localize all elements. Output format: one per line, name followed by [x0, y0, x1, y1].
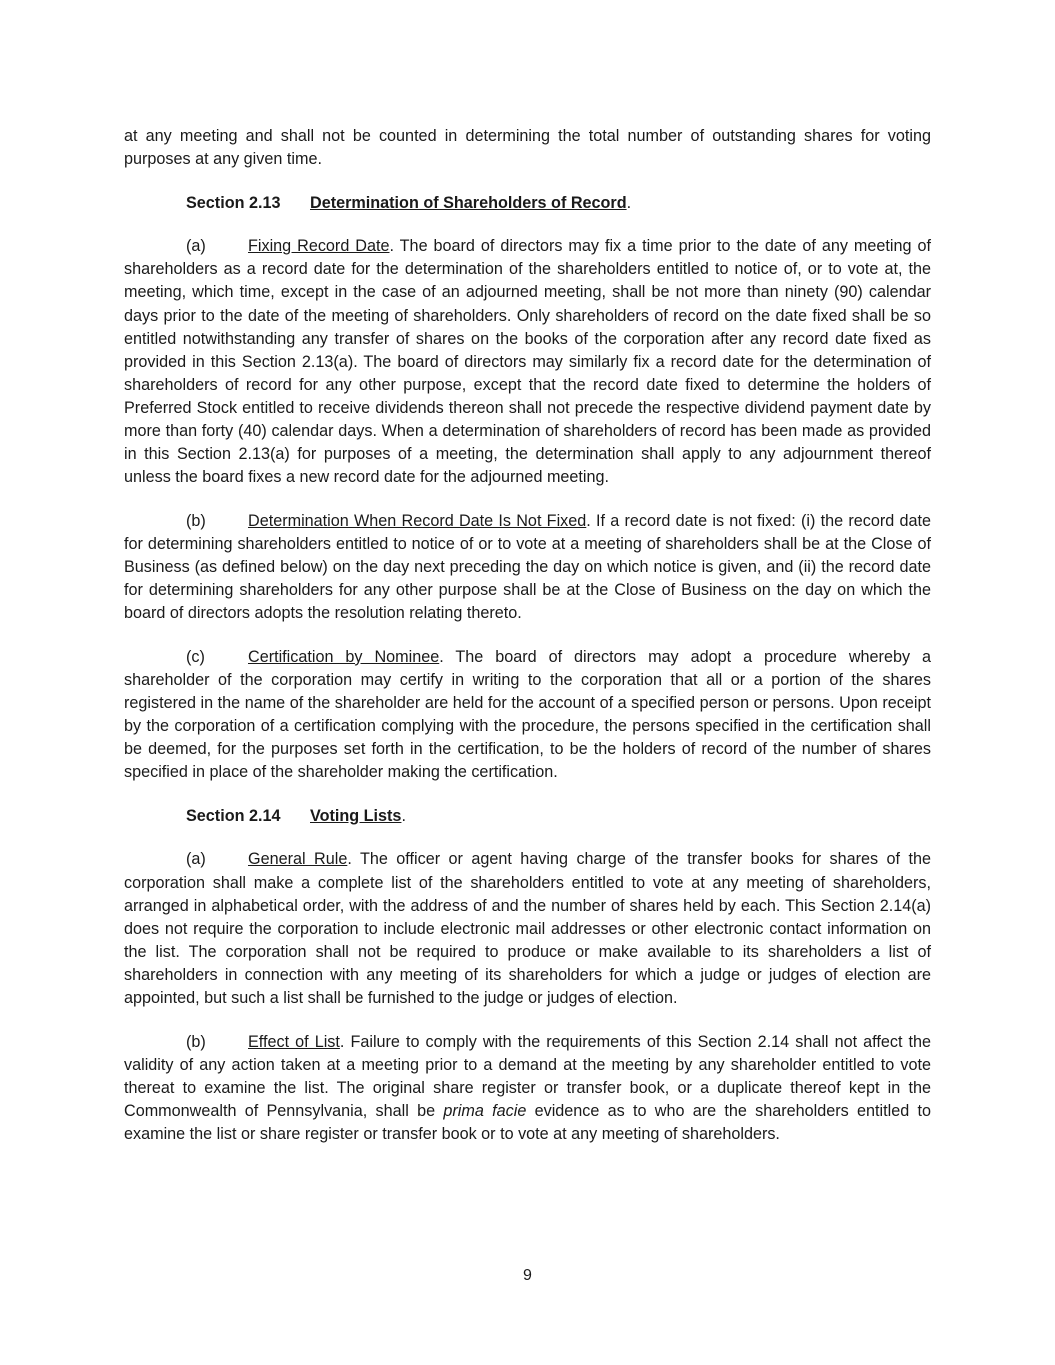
paragraph-label: (a) [186, 850, 206, 869]
paragraph-heading: Fixing Record Date [248, 237, 390, 256]
paragraph-label: (a) [186, 237, 206, 256]
section-2-14-title: Voting Lists [310, 806, 402, 825]
paragraph-text: . The board of directors may fix a time prior to the date of any meeting of shareholders as a record date for the determination of the shareholders entitled to notice of, or to vote at, the meeting, which time, except in the case of an adjourned meeting, shall be not more than ninety (90) calendar days prior to the date of the meeting of shareholders. Only shareholders of record on the date fixed shall be so entitled notwithstanding any transfer of shares on the books of the corporation after any record date fixed as provided in this Section 2.13(a). The board of directors may similarly fix a record date for the determination of shareholders of record for any other purpose, except that the record date fixed to determine the holders of Preferred Stock entitled to receive dividends thereon shall not precede the respective dividend payment date by more than forty (40) calendar days. When a determination of shareholders of record has been made as provided in this Section 2.13(a) for purposes of a meeting, the determination shall apply to any adjournment thereof unless the board fixes a new record date for the adjourned meeting. [124, 237, 931, 487]
section-2-13-b-paragraph [124, 510, 931, 625]
section-2-13-heading [186, 192, 931, 215]
paragraph-label: (b) [186, 511, 206, 530]
paragraph-label: (c) [186, 647, 205, 666]
paragraph-text-end: evidence as to who are the shareholders entitled to examine the list or share register or transfer book or to vote at any meeting of shareholders. [124, 1101, 932, 1143]
paragraph-text: . The officer or agent having charge of the transfer books for shares of the corporation shall make a complete list of the shareholders entitled to vote at any meeting of shareholders, arranged in alphabetical order, with the address of and the number of shares held by each. This Section 2.14(a) does not require the corporation to include electronic mail addresses or other electronic contact information on the list. The corporation shall not be required to produce or make available to its shareholders a list of shareholders in connection with any meeting of its shareholders for which a judge or judges of election are appointed, but such a list shall be furnished to the judge or judges of election. [124, 850, 931, 1007]
continuation-paragraph: at any meeting and shall not be counted in determining the total number of outstanding shares for voting purposes at any given time. [124, 127, 931, 169]
section-2-13-title: Determination of Shareholders of Record [310, 193, 627, 212]
section-2-13-number: Section 2.13 [186, 193, 281, 212]
section-2-14-a-paragraph [124, 848, 931, 1010]
heading-period: . [401, 806, 406, 825]
paragraph-label: (b) [186, 1032, 206, 1051]
paragraph-text: . The board of directors may adopt a procedure whereby a shareholder of the corporation may certify in writing to the corporation that all or a portion of the shares registered in the name of the shareholder are held for the account of a specified person or persons. Upon receipt by the corporation of a certification complying with the procedure, the persons specified in the certification shall be deemed, for the purposes set forth in the certification, to be the holders of record of the number of shares specified in place of the shareholder making the certification. [124, 647, 931, 782]
section-2-14-b-paragraph [124, 1031, 931, 1146]
paragraph-text: . Failure to comply with the requirements of this Section 2.14 shall not affect the validity of any action taken at a meeting prior to a demand at the meeting by any shareholder entitled to vote thereat to examine the list. The original share register or transfer book, or a duplicate thereof kept in the Commonwealth of Pennsylvania, shall be [124, 1032, 931, 1120]
paragraph-heading: Certification by Nominee [248, 647, 440, 666]
paragraph-heading: General Rule [248, 850, 348, 869]
paragraph-heading: Determination When Record Date Is Not Fixed [248, 511, 587, 530]
paragraph-heading: Effect of List [248, 1032, 340, 1051]
document-body [124, 125, 931, 1167]
section-2-14-number: Section 2.14 [186, 806, 281, 825]
section-2-14-heading [186, 805, 931, 828]
section-2-13-c-paragraph [124, 646, 931, 785]
section-2-13-a-paragraph [124, 235, 931, 489]
paragraph-italic-text: prima facie [443, 1101, 527, 1120]
paragraph-text: . If a record date is not fixed: (i) the record date for determining shareholders entitled to notice of or to vote at a meeting of shareholders shall be at the Close of Business (as defined below) on the day next preceding the day on which notice is given, and (ii) the record date for determining shareholders for any other purpose shall be at the Close of Business on the day on which the board of directors adopts the resolution relating thereto. [124, 511, 931, 623]
page-number: 9 [523, 1267, 532, 1284]
heading-period: . [626, 193, 632, 212]
